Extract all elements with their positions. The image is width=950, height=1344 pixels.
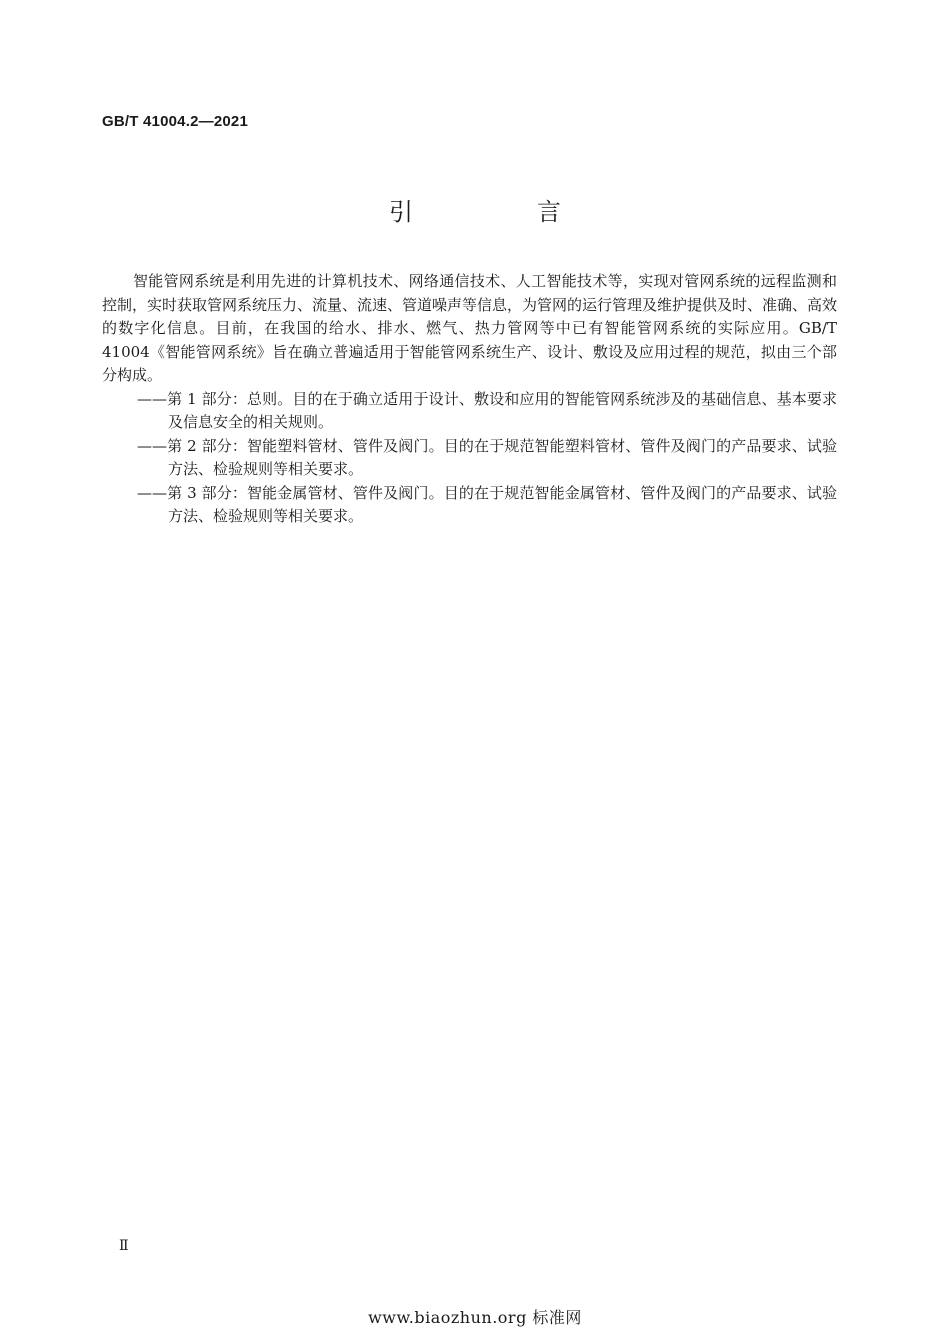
intro-paragraph: 智能管网系统是利用先进的计算机技术、网络通信技术、人工智能技术等，实现对管网系统的远程监测和控制，实时获取管网系统压力、流量、流速、管道噪声等信息，为管网的运行管理及维护提供及时、准确、高效的数字化信息。目前，在我国的给水、排水、燃气、热力管网等中已有智能管网系统的实际应用。GB/T 41004《智能管网系统》旨在确立普遍适用于智能管网系统生产、设计、敷设及应用过程的规范，拟由三个部分构成。 [102,272,838,384]
list-item-part-2: ——第 2 部分：智能塑料管材、管件及阀门。目的在于规范智能塑料管材、管件及阀门的产品要求、试验方法、检验规则等相关要求。 [137,436,837,478]
footer-watermark: www.biaozhun.org 标准网 [368,1308,582,1327]
document-body [102,270,837,529]
page-number: Ⅱ [119,1238,129,1254]
list-item-part-1: ——第 1 部分：总则。目的在于确立适用于设计、敷设和应用的智能管网系统涉及的基础信息、基本要求及信息安全的相关规则。 [137,389,837,431]
standard-code: GB/T 41004.2—2021 [102,113,248,130]
page-title: 引 言 [389,198,611,226]
list-item-part-3: ——第 3 部分：智能金属管材、管件及阀门。目的在于规范智能金属管材、管件及阀门的产品要求、试验方法、检验规则等相关要求。 [137,483,837,525]
